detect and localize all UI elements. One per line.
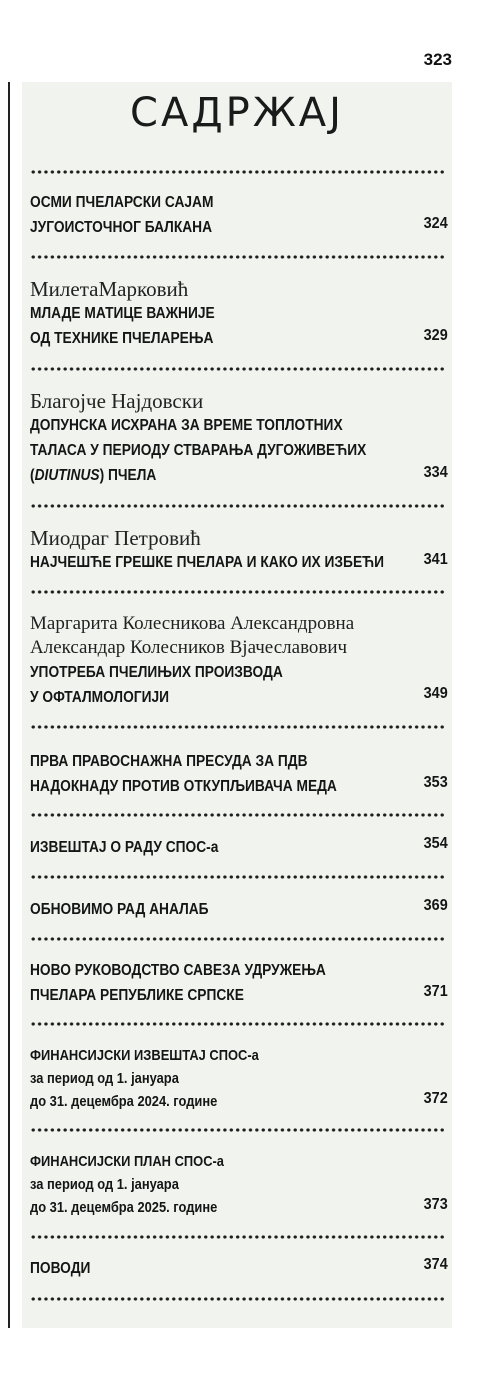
entry-title-line: ИЗВЕШТАЈ О РАДУ СПОС-а <box>30 839 219 856</box>
dotted-divider <box>30 1128 446 1132</box>
dotted-divider <box>30 170 446 174</box>
entry-page-number: 372 <box>423 1090 448 1107</box>
toc-entry[interactable] <box>30 958 448 1008</box>
dotted-divider <box>30 875 446 879</box>
dotted-divider <box>30 725 446 729</box>
toc-entry[interactable] <box>30 190 448 240</box>
toc-entry[interactable] <box>30 1044 448 1113</box>
entry-page-number: 324 <box>423 215 448 232</box>
entry-author: Александар Колесников Вјачеславович <box>30 637 348 658</box>
entry-title-line: ПОВОДИ <box>30 1260 91 1277</box>
contents-panel <box>22 82 452 1328</box>
entry-title-line: НАДОКНАДУ ПРОТИВ ОТКУПЉИВАЧА МЕДА <box>30 778 337 795</box>
toc-entry[interactable] <box>30 612 448 710</box>
entry-page-number: 371 <box>423 983 448 1000</box>
entry-subtitle-line: до 31. децембра 2025. године <box>30 1199 218 1216</box>
toc-entry[interactable] <box>30 835 448 860</box>
entry-page-number: 369 <box>423 897 448 914</box>
toc-entry[interactable] <box>30 1150 448 1219</box>
entry-subtitle-line: за период од 1. јануара <box>30 1070 179 1087</box>
entry-author: Благојче Најдовски <box>30 389 204 413</box>
entry-author: Миодраг Петровић <box>30 526 201 550</box>
toc-entry[interactable] <box>30 526 448 575</box>
toc-entry[interactable] <box>30 1256 448 1281</box>
entry-subtitle-line: до 31. децембра 2024. године <box>30 1093 218 1110</box>
title-italic-fragment: DIUTINUS <box>34 467 100 484</box>
entry-title-line: МЛАДЕ МАТИЦЕ ВАЖНИЈЕ <box>30 305 215 322</box>
dotted-divider <box>30 590 446 594</box>
title-fragment: ) ПЧЕЛА <box>99 467 157 484</box>
entry-title-line: ПЧЕЛАРА РЕПУБЛИКЕ СРПСКЕ <box>30 987 244 1004</box>
entry-title-line: ОБНОВИМО РАД АНАЛАБ <box>30 901 209 918</box>
title-fragment: ( <box>30 467 35 484</box>
entry-title-line: ТАЛАСА У ПЕРИОДУ СТВАРАЊА ДУГОЖИВЕЋИХ <box>30 442 367 459</box>
dotted-divider <box>30 255 446 259</box>
entry-page-number: 329 <box>423 327 448 344</box>
dotted-divider <box>30 937 446 941</box>
dotted-divider <box>30 504 446 508</box>
dotted-divider <box>30 1297 446 1301</box>
entry-title-line: ЈУГОИСТОЧНОГ БАЛКАНА <box>30 219 213 236</box>
entry-title-line: У ОФТАЛМОЛОГИЈИ <box>30 689 170 706</box>
page-number: 323 <box>423 50 452 69</box>
entry-page-number: 334 <box>423 464 448 481</box>
entry-page-number: 373 <box>423 1196 448 1213</box>
entry-title-line: УПОТРЕБА ПЧЕЛИЊИХ ПРОИЗВОДА <box>30 664 283 681</box>
dotted-divider <box>30 1022 446 1026</box>
entry-page-number: 349 <box>423 685 448 702</box>
entry-page-number: 354 <box>423 835 448 852</box>
entry-page-number: 353 <box>423 774 448 791</box>
entry-title-line: ФИНАНСИЈСКИ ПЛАН СПОС-а <box>30 1153 224 1170</box>
entry-page-number: 374 <box>423 1256 448 1273</box>
entry-author: МилетаМарковић <box>30 277 189 301</box>
entry-title-line: НОВО РУКОВОДСТВО САВЕЗА УДРУЖЕЊА <box>30 962 326 979</box>
toc-entry[interactable] <box>30 277 448 351</box>
entry-title-line <box>30 463 389 488</box>
entry-title-line: ДОПУНСКА ИСХРАНА ЗА ВРЕМЕ ТОПЛОТНИХ <box>30 417 343 434</box>
dotted-divider <box>30 1235 446 1239</box>
entry-title-line: ФИНАНСИЈСКИ ИЗВЕШТАЈ СПОС-а <box>30 1047 259 1064</box>
dotted-divider <box>30 813 446 817</box>
toc-entry[interactable] <box>30 389 448 488</box>
entry-title-line: ОД ТЕХНИКЕ ПЧЕЛАРЕЊА <box>30 330 214 347</box>
toc-entry[interactable] <box>30 897 448 922</box>
contents-title: САДРЖАЈ <box>130 90 344 136</box>
entry-title-line: ОСМИ ПЧЕЛАРСКИ САЈАМ <box>30 194 214 211</box>
toc-entry[interactable] <box>30 749 448 799</box>
entry-title-line: ПРВА ПРАВОСНАЖНА ПРЕСУДА ЗА ПДВ <box>30 753 308 770</box>
entry-author: Маргарита Колесникова Александровна <box>30 613 355 634</box>
dotted-divider <box>30 367 446 371</box>
entry-page-number: 341 <box>423 551 448 568</box>
entry-subtitle-line: за период од 1. јануара <box>30 1176 179 1193</box>
left-rule <box>8 82 10 1328</box>
entry-title-line: НАЈЧЕШЋЕ ГРЕШКЕ ПЧЕЛАРА И КАКО ИХ ИЗБЕЋИ <box>30 554 385 571</box>
